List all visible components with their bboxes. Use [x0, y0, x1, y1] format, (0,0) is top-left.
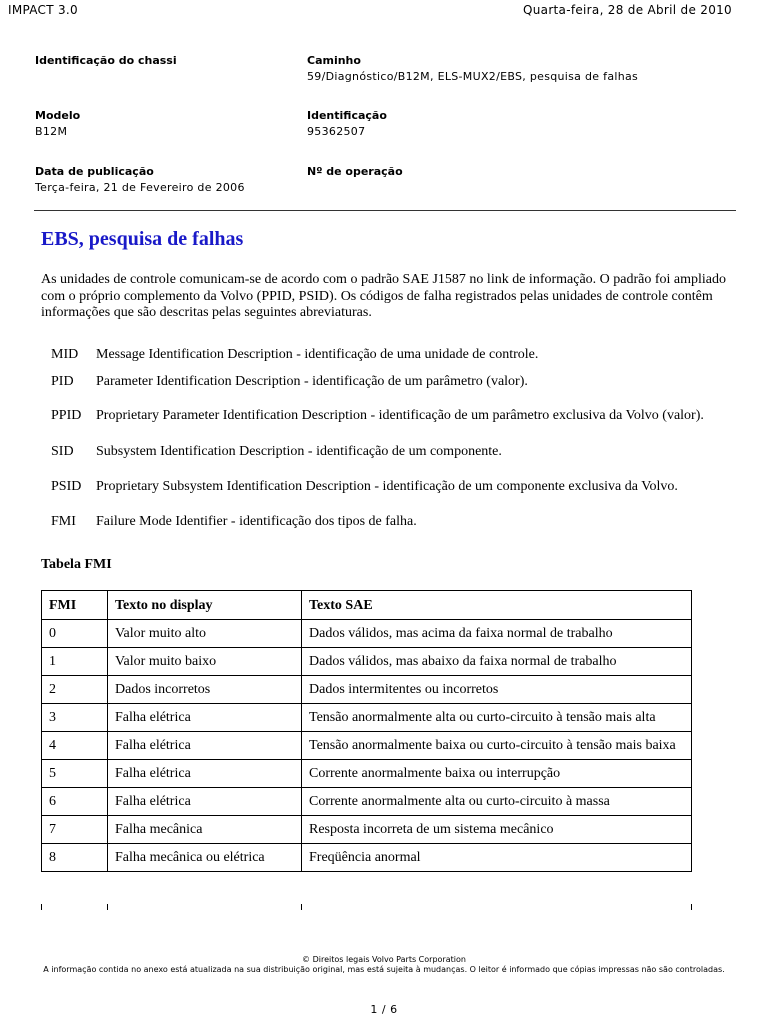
identification-value: 95362507 — [307, 125, 366, 138]
table-cell: Tensão anormalmente alta ou curto-circuito à tensão mais alta — [302, 704, 692, 732]
table-cell: Falha mecânica — [108, 816, 302, 844]
app-name: IMPACT 3.0 — [8, 3, 78, 17]
model-label: Modelo — [35, 109, 81, 122]
abbreviation-desc: Subsystem Identification Description - identificação de um componente. — [96, 443, 502, 459]
disclaimer-notice: A informação contida no anexo está atualizada na sua distribuição original, mas está sujeita à mudanças. O leitor é informado que cópias impressas não são controladas. — [43, 965, 725, 974]
abbreviation-item — [41, 346, 731, 363]
table-cell: 7 — [42, 816, 108, 844]
table-cell: Falha elétrica — [108, 760, 302, 788]
abbreviation-code: PID — [51, 373, 74, 389]
table-row — [42, 704, 692, 732]
model-value: B12M — [35, 125, 68, 138]
table-cell: 8 — [42, 844, 108, 872]
abbreviation-desc: Parameter Identification Description - identificação de um parâmetro (valor). — [96, 373, 528, 389]
table-cell: 0 — [42, 620, 108, 648]
abbreviation-item — [41, 443, 731, 460]
table-cell: Freqüência anormal — [302, 844, 692, 872]
table-cell: Valor muito baixo — [108, 648, 302, 676]
table-row — [42, 788, 692, 816]
operation-number-label: Nº de operação — [307, 165, 403, 178]
table-cell: Tensão anormalmente baixa ou curto-circuito à tensão mais baixa — [302, 732, 692, 760]
table-cell: Dados válidos, mas abaixo da faixa normal de trabalho — [302, 648, 692, 676]
table-row — [42, 620, 692, 648]
table-row — [42, 760, 692, 788]
intro-paragraph: As unidades de controle comunicam-se de acordo com o padrão SAE J1587 no link de informação. O padrão foi ampliado com o próprio complemento da Volvo (PPID, PSID). Os códigos de falha registrados pelas unidades de controle contêm informações que são descritas pelas seguintes abreviaturas. — [41, 272, 727, 320]
table-cell: 1 — [42, 648, 108, 676]
table-cell: Dados intermitentes ou incorretos — [302, 676, 692, 704]
fmi-table — [41, 590, 692, 872]
abbreviation-code: SID — [51, 443, 74, 459]
document-title: EBS, pesquisa de falhas — [41, 228, 244, 250]
table-row — [42, 816, 692, 844]
table-cell: 4 — [42, 732, 108, 760]
table-cell: Corrente anormalmente alta ou curto-circuito à massa — [302, 788, 692, 816]
chassis-label: Identificação do chassi — [35, 54, 177, 67]
table-continuation — [41, 904, 692, 910]
abbreviation-code: PSID — [51, 479, 82, 494]
table-row — [42, 676, 692, 704]
table-cell: 2 — [42, 676, 108, 704]
abbreviation-desc: Proprietary Subsystem Identification Description - identificação de um componente exclusiva da Volvo. — [96, 479, 678, 494]
abbreviation-item — [41, 471, 731, 503]
abbreviation-desc: Message Identification Description - identificação de uma unidade de controle. — [96, 346, 539, 362]
abbreviation-desc: Proprietary Parameter Identification Description - identificação de um parâmetro exclusiva da Volvo (valor). — [96, 408, 704, 423]
abbreviation-code: PPID — [51, 408, 82, 423]
publication-date-label: Data de publicação — [35, 165, 154, 178]
table-cell: Falha mecânica ou elétrica — [108, 844, 302, 872]
path-value: 59/Diagnóstico/B12M, ELS-MUX2/EBS, pesquisa de falhas — [307, 70, 639, 83]
path-label: Caminho — [307, 54, 361, 67]
abbreviation-code: FMI — [51, 513, 76, 529]
table-row — [42, 844, 692, 872]
publication-date-value: Terça-feira, 21 de Fevereiro de 2006 — [35, 181, 245, 194]
column-header-sae-text: Texto SAE — [302, 591, 692, 620]
copyright-notice: © Direitos legais Volvo Parts Corporation — [302, 955, 466, 964]
column-header-fmi: FMI — [42, 591, 108, 620]
table-row — [42, 648, 692, 676]
table-cell: Falha elétrica — [108, 788, 302, 816]
table-cell: Valor muito alto — [108, 620, 302, 648]
table-cell: 5 — [42, 760, 108, 788]
table-row — [42, 732, 692, 760]
table-cell: Resposta incorreta de um sistema mecânico — [302, 816, 692, 844]
identification-label: Identificação — [307, 109, 387, 122]
table-cell: Dados incorretos — [108, 676, 302, 704]
abbreviation-item — [41, 400, 731, 432]
abbreviation-code: MID — [51, 346, 79, 362]
table-cell: Corrente anormalmente baixa ou interrupção — [302, 760, 692, 788]
page-number: 1 / 6 — [370, 1003, 398, 1016]
table-caption: Tabela FMI — [41, 557, 112, 572]
table-cell: 3 — [42, 704, 108, 732]
table-cell: Dados válidos, mas acima da faixa normal de trabalho — [302, 620, 692, 648]
table-header-row — [42, 591, 692, 620]
header-divider — [34, 210, 736, 211]
abbreviation-item — [41, 513, 731, 530]
header-date: Quarta-feira, 28 de Abril de 2010 — [523, 3, 732, 17]
table-cell: Falha elétrica — [108, 704, 302, 732]
abbreviation-item — [41, 373, 731, 390]
column-header-display-text: Texto no display — [108, 591, 302, 620]
table-cell: 6 — [42, 788, 108, 816]
abbreviation-desc: Failure Mode Identifier - identificação dos tipos de falha. — [96, 513, 417, 529]
table-cell: Falha elétrica — [108, 732, 302, 760]
